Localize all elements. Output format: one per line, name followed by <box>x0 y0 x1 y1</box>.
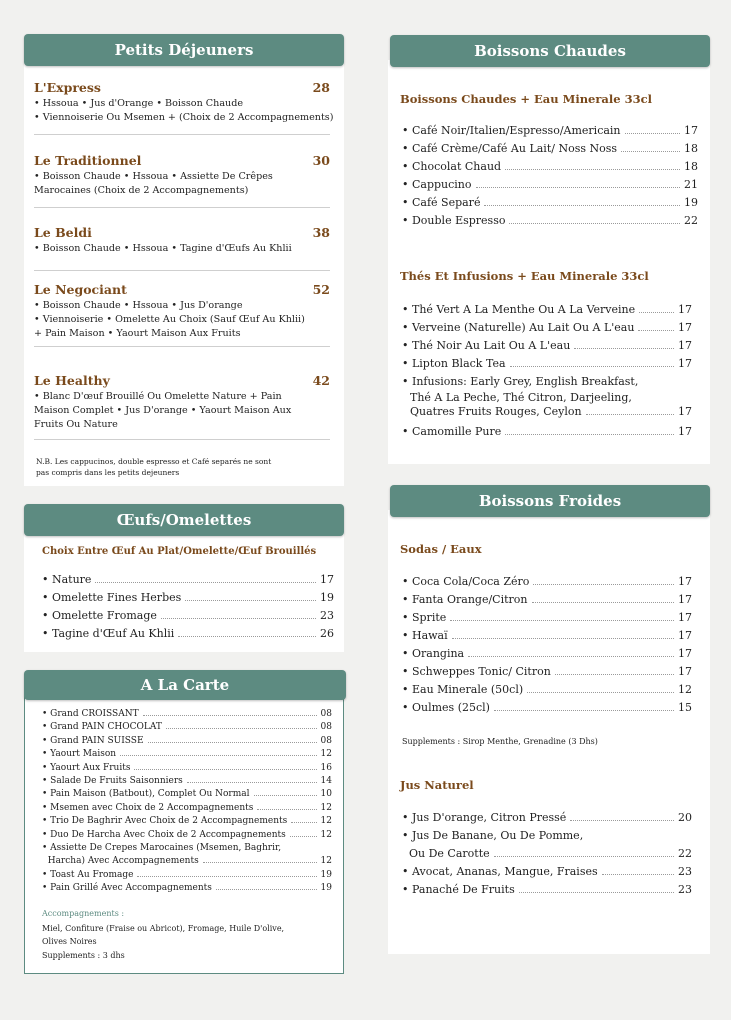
menu-row-price: 17 <box>678 665 692 678</box>
breakfast-item-price: 42 <box>312 373 330 388</box>
carte-supplements: Supplements : 3 dhs <box>42 951 125 960</box>
dot-leader <box>574 348 674 349</box>
menu-row-label: • Grand PAIN SUISSE <box>42 735 144 746</box>
dot-leader <box>570 820 674 821</box>
dot-leader <box>494 856 674 857</box>
menu-row <box>42 883 332 893</box>
menu-row-price: 19 <box>320 591 334 604</box>
menu-row <box>42 776 332 786</box>
dot-leader <box>291 822 316 823</box>
menu-row-label: • Tagine d'Œuf Au Khlii <box>42 627 175 640</box>
dot-leader <box>254 795 317 796</box>
breakfast-item-description: • Viennoiserie • Omelette Au Choix (Sauf Œuf Au Khlii) <box>34 314 305 325</box>
menu-row-label: • Hawaï <box>402 629 448 642</box>
infusions-line-2: Thé A La Peche, Thé Citron, Darjeeling, <box>410 391 632 404</box>
dot-leader <box>95 582 316 583</box>
accompagnements-line-1: Miel, Confiture (Fraise ou Abricot), Fromage, Huile D'olive, <box>42 924 285 933</box>
menu-row-label: • Pain Grillé Avec Accompagnements <box>42 883 212 894</box>
boissons-chaudes-header: Boissons Chaudes <box>390 35 710 67</box>
dot-leader <box>527 692 674 693</box>
menu-row-label: • Chocolat Chaud <box>402 160 502 173</box>
menu-row <box>402 339 692 352</box>
menu-row <box>402 178 698 191</box>
menu-row-price: 17 <box>678 339 692 352</box>
dot-leader <box>639 312 674 313</box>
breakfast-item-title <box>34 282 330 297</box>
menu-row <box>402 883 692 896</box>
dot-leader <box>143 715 317 716</box>
breakfast-item-description: + Pain Maison • Yaourt Maison Aux Fruits <box>34 328 241 339</box>
menu-row-price: 17 <box>678 357 692 370</box>
menu-row <box>402 811 692 824</box>
menu-row-label: • Msemen avec Choix de 2 Accompagnements <box>42 802 254 813</box>
menu-row-label: • Schweppes Tonic/ Citron <box>402 665 551 678</box>
item-separator <box>34 207 330 208</box>
menu-row <box>42 843 332 853</box>
dot-leader <box>638 330 674 331</box>
menu-row-price: 17 <box>678 303 692 316</box>
menu-row <box>402 196 698 209</box>
menu-row <box>42 870 332 880</box>
menu-row-price: 08 <box>320 735 332 746</box>
menu-row <box>402 303 692 316</box>
menu-row-price: 17 <box>678 575 692 588</box>
menu-row-price: 22 <box>684 214 698 227</box>
menu-row-price: 19 <box>320 883 332 894</box>
menu-row-label: • Double Espresso <box>402 214 506 227</box>
dot-leader <box>161 618 316 619</box>
menu-row-price: 12 <box>320 856 332 867</box>
menu-row <box>42 749 332 759</box>
item-separator <box>34 346 330 347</box>
menu-row-label: • Panaché De Fruits <box>402 883 515 896</box>
menu-row-price: 12 <box>320 749 332 760</box>
dot-leader <box>203 862 317 863</box>
menu-row-label: • Jus D'orange, Citron Pressé <box>402 811 567 824</box>
menu-row-label: • Jus De Banane, Ou De Pomme, <box>402 829 584 842</box>
menu-row <box>402 142 698 155</box>
menu-row-price: 18 <box>684 142 698 155</box>
menu-row <box>402 683 692 696</box>
breakfast-item-description: • Hssoua • Jus d'Orange • Boisson Chaude <box>34 98 244 109</box>
menu-row-price: 17 <box>678 611 692 624</box>
menu-row-label: Harcha) Avec Accompagnements <box>42 856 199 867</box>
breakfast-item-price: 28 <box>312 80 330 95</box>
menu-row-price: 15 <box>678 701 692 714</box>
froides-subtitle-1: Sodas / Eaux <box>400 542 482 556</box>
menu-row-label: • Café Crème/Café Au Lait/ Noss Noss <box>402 142 618 155</box>
boissons-froides-header: Boissons Froides <box>390 485 710 517</box>
menu-row-price: 17 <box>678 647 692 660</box>
breakfast-item-title <box>34 373 330 388</box>
menu-row-label: • Yaourt Maison <box>42 749 117 760</box>
menu-row-label: • Thé Vert A La Menthe Ou A La Verveine <box>402 303 636 316</box>
menu-row-label: • Omelette Fines Herbes <box>42 591 182 604</box>
petits-note-1: N.B. Les cappucinos, double espresso et Café separés ne sont <box>36 457 272 466</box>
infusions-line-1: • Infusions: Early Grey, English Breakfast, <box>402 375 639 388</box>
breakfast-item-price: 30 <box>312 153 330 168</box>
dot-leader <box>509 223 680 224</box>
item-separator <box>34 439 330 440</box>
breakfast-item-name: Le Negociant <box>34 282 127 297</box>
menu-row-label: • Grand CROISSANT <box>42 709 139 719</box>
menu-row <box>42 816 332 826</box>
chaudes-subtitle-1: Boissons Chaudes + Eau Minerale 33cl <box>400 92 652 106</box>
breakfast-item-description: • Viennoiserie Ou Msemen + (Choix de 2 Accompagnements) <box>34 112 334 123</box>
menu-row-label: • Grand PAIN CHOCOLAT <box>42 722 162 733</box>
menu-row-price: 10 <box>320 789 332 800</box>
accompagnements-title: Accompagnements : <box>42 909 125 918</box>
menu-row-label: • Avocat, Ananas, Mangue, Fraises <box>402 865 598 878</box>
breakfast-item-name: Le Healthy <box>34 373 110 388</box>
dot-leader <box>621 151 680 152</box>
menu-row-label: Ou De Carotte <box>402 847 490 860</box>
menu-row-price: 17 <box>678 593 692 606</box>
menu-row-label: • Assiette De Crepes Marocaines (Msemen, Baghrir, <box>42 843 282 853</box>
menu-row <box>402 865 692 878</box>
menu-row-label: • Lipton Black Tea <box>402 357 506 370</box>
petits-note-2: pas compris dans les petits dejeuners <box>36 468 180 477</box>
menu-row-price: 17 <box>678 321 692 334</box>
breakfast-item-title <box>34 153 330 168</box>
dot-leader <box>476 187 680 188</box>
menu-row-price: 12 <box>320 802 332 813</box>
dot-leader <box>257 809 316 810</box>
dot-leader <box>452 638 674 639</box>
menu-row <box>42 763 332 773</box>
dot-leader <box>602 874 674 875</box>
menu-row-label: • Café Noir/Italien/Espresso/Americain <box>402 124 621 137</box>
menu-row <box>42 573 334 586</box>
menu-row-price: 20 <box>678 811 692 824</box>
breakfast-item-title <box>34 80 330 95</box>
breakfast-item-description: • Boisson Chaude • Hssoua • Tagine d'Œufs Au Khlii <box>34 243 292 254</box>
menu-row-price: 12 <box>678 683 692 696</box>
froides-subtitle-2: Jus Naturel <box>400 778 474 792</box>
menu-row <box>42 609 334 622</box>
breakfast-item-description: Marocaines (Choix de 2 Accompagnements) <box>34 185 249 196</box>
menu-row-label: • Omelette Fromage <box>42 609 157 622</box>
dot-leader <box>533 584 674 585</box>
menu-row-label: • Pain Maison (Batbout), Complet Ou Normal <box>42 789 250 800</box>
menu-row <box>402 575 692 588</box>
menu-row <box>402 629 692 642</box>
menu-row-label: • Fanta Orange/Citron <box>402 593 528 606</box>
camomille-row: • Camomille Pure 17 <box>402 425 692 438</box>
dot-leader <box>494 710 674 711</box>
menu-row <box>42 830 332 840</box>
dot-leader <box>468 656 674 657</box>
menu-row-price: 26 <box>320 627 334 640</box>
menu-row-price: 17 <box>678 629 692 642</box>
menu-row <box>402 829 692 842</box>
menu-row-label: • Toast Au Fromage <box>42 869 134 880</box>
menu-row-label: • Coca Cola/Coca Zéro <box>402 575 530 588</box>
menu-row <box>42 591 334 604</box>
item-separator <box>34 270 330 271</box>
menu-row-price: 12 <box>320 829 332 840</box>
petits-dejeuners-header: Petits Déjeuners <box>24 34 344 66</box>
breakfast-item-description: Fruits Ou Nature <box>34 419 118 430</box>
menu-row <box>402 321 692 334</box>
menu-row <box>402 647 692 660</box>
dot-leader <box>555 674 674 675</box>
breakfast-item-price: 52 <box>312 282 330 297</box>
dot-leader <box>120 755 316 756</box>
dot-leader <box>134 769 316 770</box>
menu-row <box>42 722 332 732</box>
breakfast-item-description: Maison Complet • Jus D'orange • Yaourt Maison Aux <box>34 405 292 416</box>
chaudes-subtitle-2: Thés Et Infusions + Eau Minerale 33cl <box>400 269 649 283</box>
breakfast-item-title <box>34 225 330 240</box>
dot-leader <box>290 836 317 837</box>
breakfast-item-description: • Boisson Chaude • Hssoua • Jus D'orange <box>34 300 243 311</box>
breakfast-item-name: Le Traditionnel <box>34 153 142 168</box>
menu-row <box>402 160 698 173</box>
menu-row <box>42 627 334 640</box>
menu-row-label: • Thé Noir Au Lait Ou A L'eau <box>402 339 571 352</box>
menu-row <box>402 701 692 714</box>
menu-row <box>402 214 698 227</box>
dot-leader <box>216 889 317 890</box>
menu-row-price: 16 <box>320 762 332 773</box>
menu-row <box>42 709 332 719</box>
carte-header: A La Carte <box>24 670 346 700</box>
menu-row-price: 23 <box>678 865 692 878</box>
menu-row-price: 19 <box>684 196 698 209</box>
dot-leader <box>532 602 675 603</box>
menu-row-price: 18 <box>684 160 698 173</box>
menu-row-label: • Duo De Harcha Avec Choix de 2 Accompagnements <box>42 829 286 840</box>
menu-row-price: 17 <box>684 124 698 137</box>
dot-leader <box>137 876 316 877</box>
menu-row-label: • Salade De Fruits Saisonniers <box>42 776 183 786</box>
menu-row <box>42 856 332 866</box>
dot-leader <box>519 892 674 893</box>
breakfast-item-description: • Boisson Chaude • Hssoua • Assiette De Crêpes <box>34 171 273 182</box>
menu-row-price: 21 <box>684 178 698 191</box>
menu-row <box>42 803 332 813</box>
menu-row-label: • Nature <box>42 573 92 586</box>
froides-supplements: Supplements : Sirop Menthe, Grenadine (3 Dhs) <box>402 737 598 746</box>
infusions-line-3: Quatres Fruits Rouges, Ceylon 17 <box>410 405 692 418</box>
menu-row <box>402 847 692 860</box>
accompagnements-line-2: Olives Noires <box>42 937 97 946</box>
menu-row-label: • Eau Minerale (50cl) <box>402 683 524 696</box>
menu-row-label: • Orangina <box>402 647 465 660</box>
breakfast-item-price: 38 <box>312 225 330 240</box>
menu-row-price: 08 <box>320 722 332 733</box>
menu-row <box>402 611 692 624</box>
dot-leader <box>510 366 674 367</box>
menu-row-price: 08 <box>320 709 332 719</box>
dot-leader <box>625 133 680 134</box>
dot-leader <box>148 742 317 743</box>
menu-row <box>402 357 692 370</box>
dot-leader <box>450 620 674 621</box>
menu-row-price: 12 <box>320 816 332 827</box>
menu-row <box>42 736 332 746</box>
menu-row-label: • Verveine (Naturelle) Au Lait Ou A L'eau <box>402 321 635 334</box>
item-separator <box>34 134 330 135</box>
dot-leader <box>166 728 317 729</box>
menu-row <box>402 593 692 606</box>
menu-row-price: 23 <box>678 883 692 896</box>
menu-row-label: • Yaourt Aux Fruits <box>42 762 131 773</box>
menu-row-price: 22 <box>678 847 692 860</box>
menu-row <box>402 124 698 137</box>
oeufs-subtitle: Choix Entre Œuf Au Plat/Omelette/Œuf Brouillés <box>42 546 317 557</box>
menu-row-label: • Oulmes (25cl) <box>402 701 490 714</box>
dot-leader <box>178 636 316 637</box>
breakfast-item-name: Le Beldi <box>34 225 92 240</box>
menu-row-label: • Trio De Baghrir Avec Choix de 2 Accompagnements <box>42 816 288 827</box>
breakfast-item-name: L'Express <box>34 80 101 95</box>
menu-row-label: • Café Separé <box>402 196 481 209</box>
breakfast-item-description: • Blanc D'œuf Brouillé Ou Omelette Nature + Pain <box>34 391 282 402</box>
menu-row-label: • Cappucino <box>402 178 472 191</box>
dot-leader <box>185 600 316 601</box>
menu-row-price: 23 <box>320 609 334 622</box>
menu-row <box>402 665 692 678</box>
menu-row-price: 19 <box>320 869 332 880</box>
menu-row <box>42 789 332 799</box>
menu-row-price: 14 <box>320 776 332 786</box>
menu-row-label: • Sprite <box>402 611 447 624</box>
oeufs-header: Œufs/Omelettes <box>24 504 344 536</box>
dot-leader <box>484 205 680 206</box>
menu-row-price: 17 <box>320 573 334 586</box>
dot-leader <box>505 169 680 170</box>
dot-leader <box>187 782 317 783</box>
